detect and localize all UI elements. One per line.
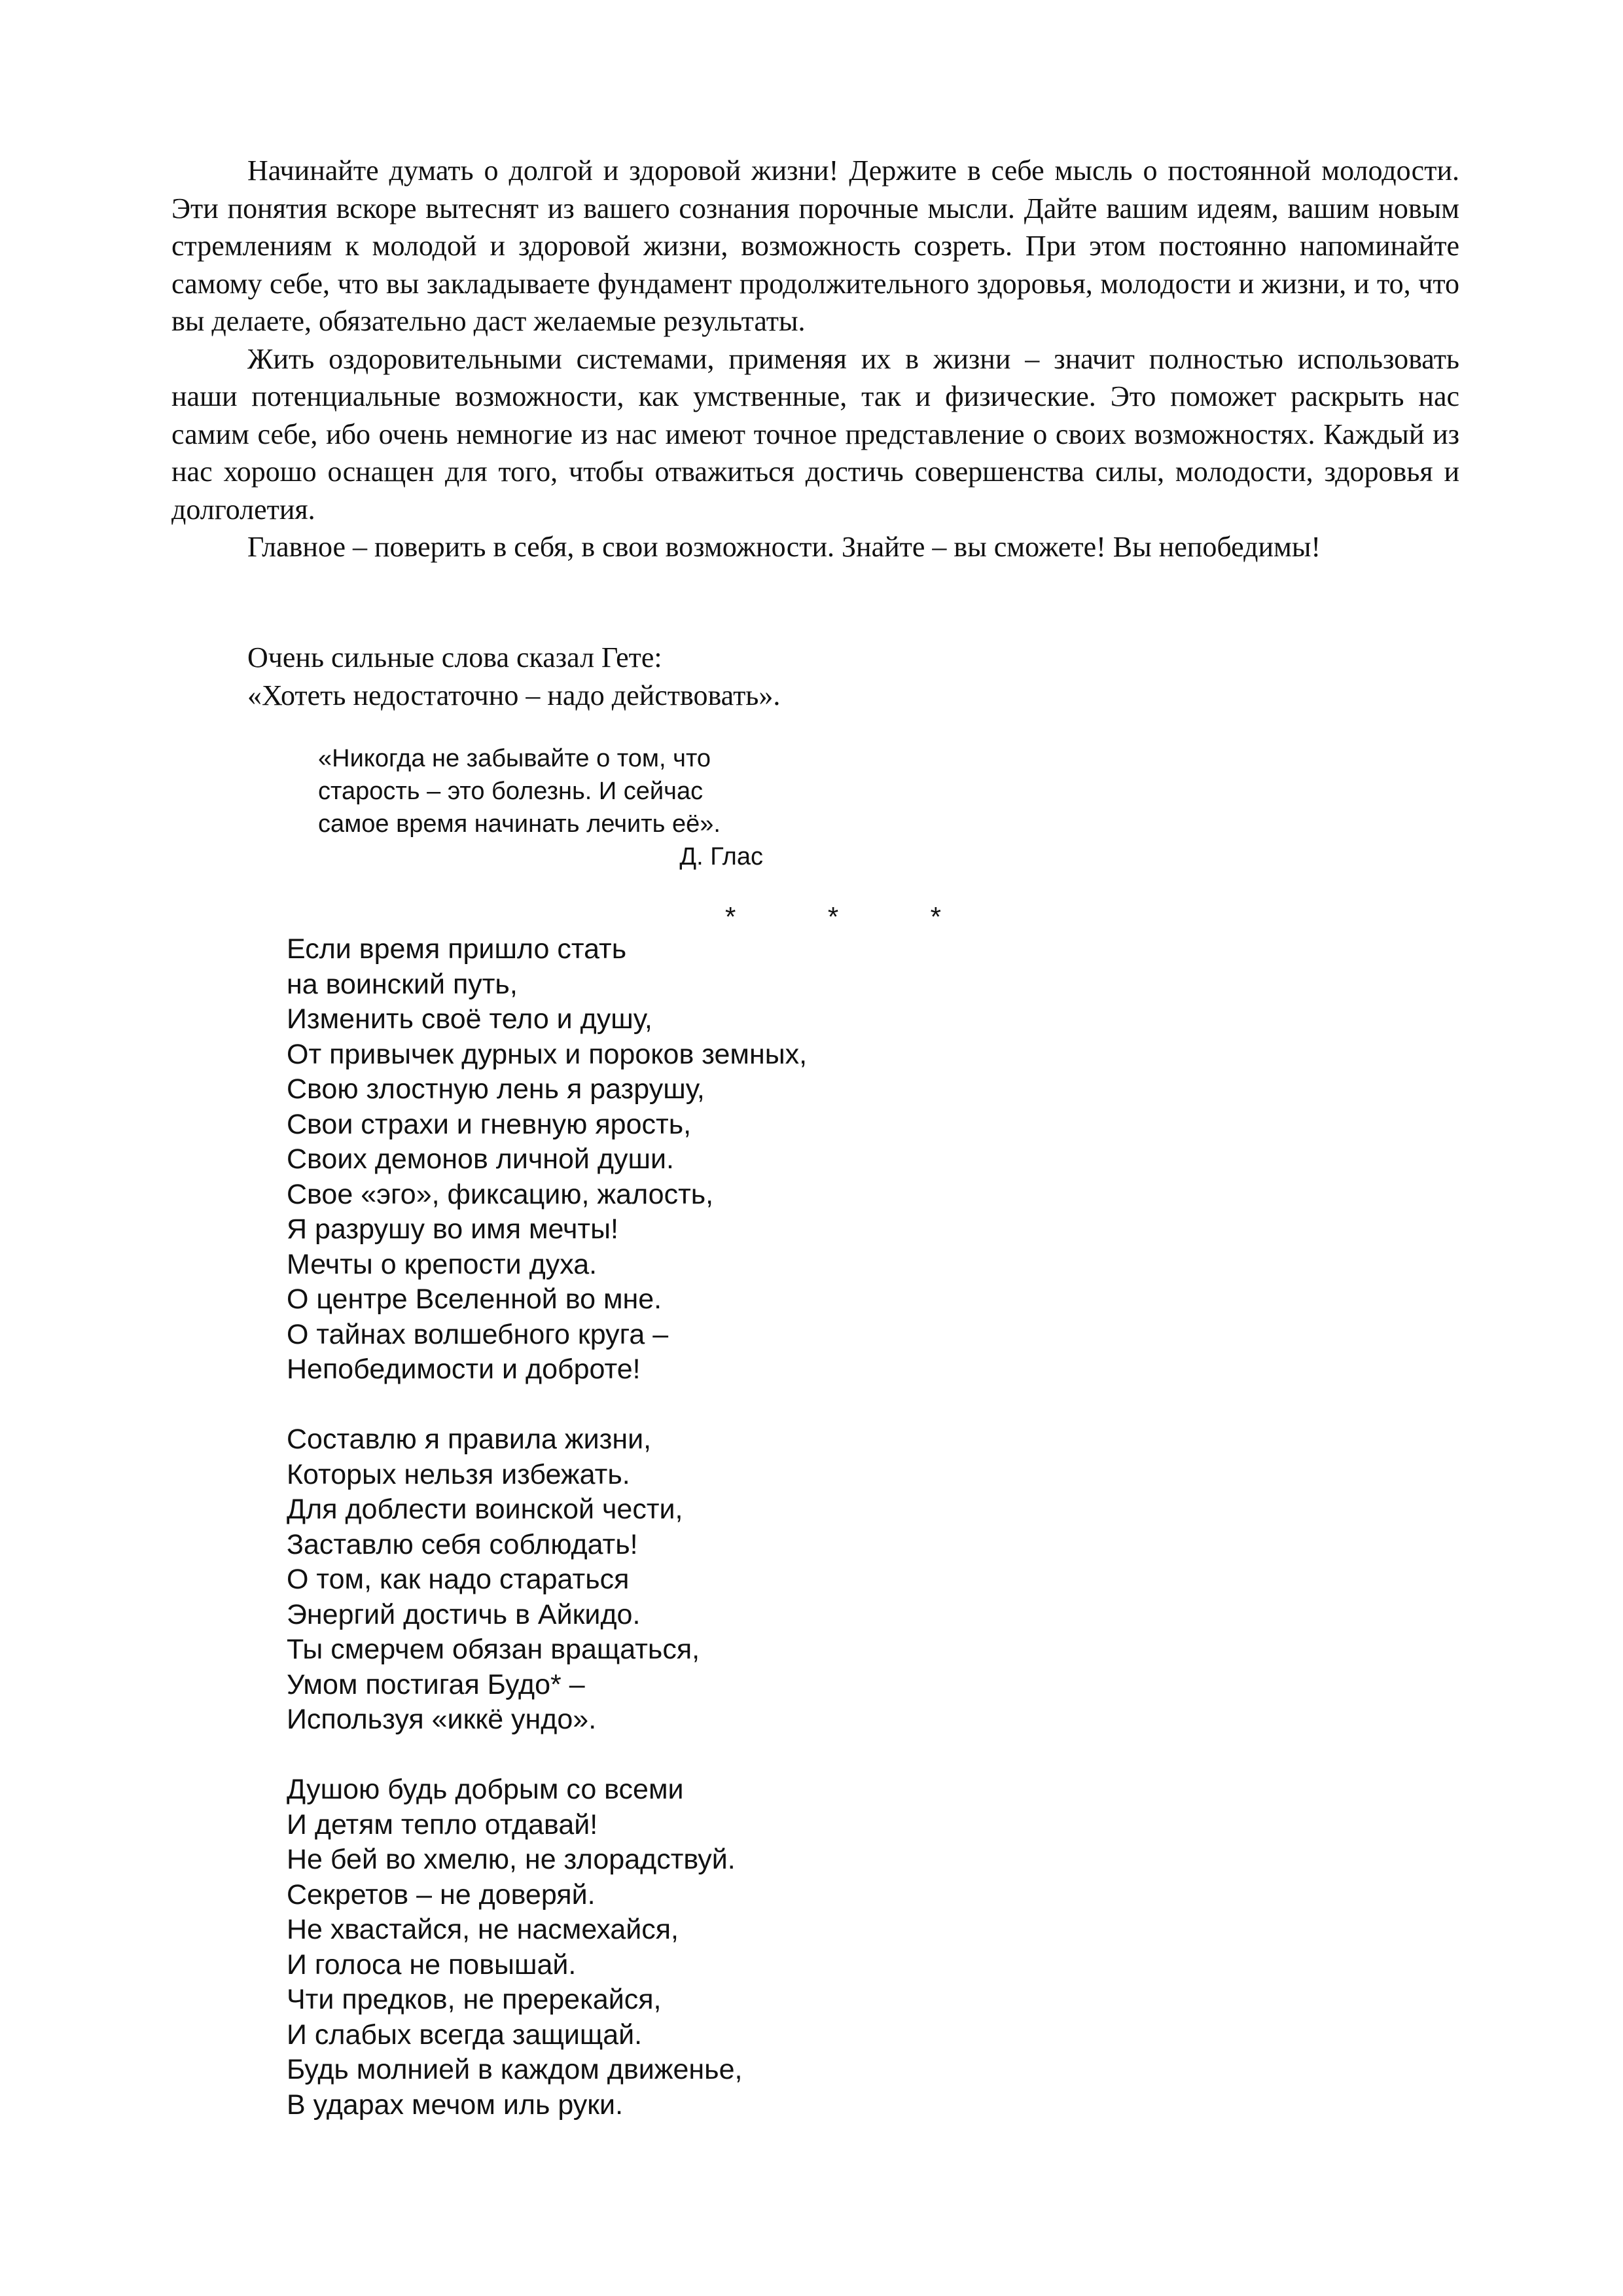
poem-line: Я разрушу во имя мечты! (287, 1213, 618, 1245)
prose-section (171, 152, 1459, 566)
poem-line: Ты смерчем обязан вращаться, (287, 1634, 700, 1665)
poem-line: И голоса не повышай. (287, 1948, 577, 1981)
poem-line: Непобедимости и доброте! (287, 1354, 641, 1385)
epigraph-line: «Никогда не забывайте о том, что (318, 745, 711, 772)
poem-stanza (287, 1772, 807, 2123)
poem-line: Своих демонов личной души. (287, 1143, 674, 1175)
goethe-quote: «Хотеть недостаточно – надо действовать». (247, 679, 781, 711)
poem-line: О центре Вселенной во мне. (287, 1283, 662, 1315)
poem-line: И слабых всегда защищай. (287, 2018, 643, 2051)
poem-line: Изменить своё тело и душу, (287, 1003, 652, 1035)
epigraph-author: Д. Глас (679, 843, 763, 870)
paragraph: Жить оздоровительными системами, применяя их в жизни – значит полностью использовать наши потенциальные возможности, как умственные, так и физические. Это поможет раскрыть нас самим себе, ибо очень немногие из нас имеют точное представление о своих возможностях. Каждый из нас хорошо оснащен для того, чтобы отважиться достичь совершенства силы, молодости, здоровья и долголетия. (171, 342, 1459, 526)
poem-line: Используя «иккё ундо». (287, 1704, 597, 1735)
separator-star: * (725, 901, 736, 932)
poem-line: Не бей во хмелю, не злорадствуй. (287, 1844, 736, 1875)
poem-line: От привычек дурных и пороков земных, (287, 1038, 808, 1070)
poem-line: Душою будь добрым со всеми (287, 1774, 684, 1805)
poem-stanza (287, 932, 807, 1388)
goethe-intro: Очень сильные слова сказал Гете: (247, 641, 662, 673)
poem-stanza (287, 1422, 807, 1738)
epigraph-line: самое время начинать лечить её». (318, 810, 721, 838)
poem-line: Составлю я правила жизни, (287, 1424, 652, 1455)
poem (287, 932, 807, 2123)
poem-line: Не хвастайся, не насмехайся, (287, 1914, 679, 1945)
poem-line: Которых нельзя избежать. (287, 1458, 630, 1490)
separator-star: * (827, 901, 839, 932)
goethe-quote-block (247, 639, 780, 714)
poem-line: О том, как надо стараться (287, 1564, 630, 1595)
poem-line: Секретов – не доверяй. (287, 1878, 596, 1910)
poem-line: Чти предков, не пререкайся, (287, 1984, 662, 2015)
section-separator (725, 901, 941, 933)
epigraph-line: старость – это болезнь. И сейчас (318, 778, 704, 805)
poem-line: Если время пришло стать (287, 933, 627, 965)
poem-line: Для доблести воинской чести, (287, 1494, 683, 1525)
poem-line: В ударах мечом иль руки. (287, 2089, 624, 2121)
poem-line: Умом постигая Будо* – (287, 1668, 585, 1700)
poem-line: Свою злостную лень я разрушу, (287, 1073, 705, 1105)
paragraph: Начинайте думать о долгой и здоровой жизни! Держите в себе мысль о постоянной молодости. Эти понятия вскоре вытеснят из вашего сознания порочные мысли. Дайте вашим идеям, вашим новым стремлениям к молодой и здоровой жизни, возможность созреть. При этом постоянно напоминайте самому себе, что вы закладываете фундамент продолжительного здоровья, молодости и жизни, и то, что вы делаете, обязательно даст желаемые результаты. (171, 154, 1459, 337)
paragraph: Главное – поверить в себя, в свои возможности. Знайте – вы сможете! Вы непобедимы! (247, 531, 1321, 563)
separator-star: * (930, 901, 941, 932)
poem-line: Заставлю себя соблюдать! (287, 1528, 638, 1560)
poem-line: Будь молнией в каждом движенье, (287, 2054, 743, 2085)
poem-line: Энергий достичь в Айкидо. (287, 1598, 641, 1630)
poem-line: Мечты о крепости духа. (287, 1248, 597, 1280)
poem-line: И детям тепло отдавай! (287, 1808, 598, 1840)
poem-line: на воинский путь, (287, 968, 518, 1000)
poem-line: Свое «эго», фиксацию, жалость, (287, 1178, 714, 1210)
epigraph (318, 742, 763, 873)
poem-line: Свои страхи и гневную ярость, (287, 1108, 692, 1140)
poem-line: О тайнах волшебного круга – (287, 1318, 669, 1350)
